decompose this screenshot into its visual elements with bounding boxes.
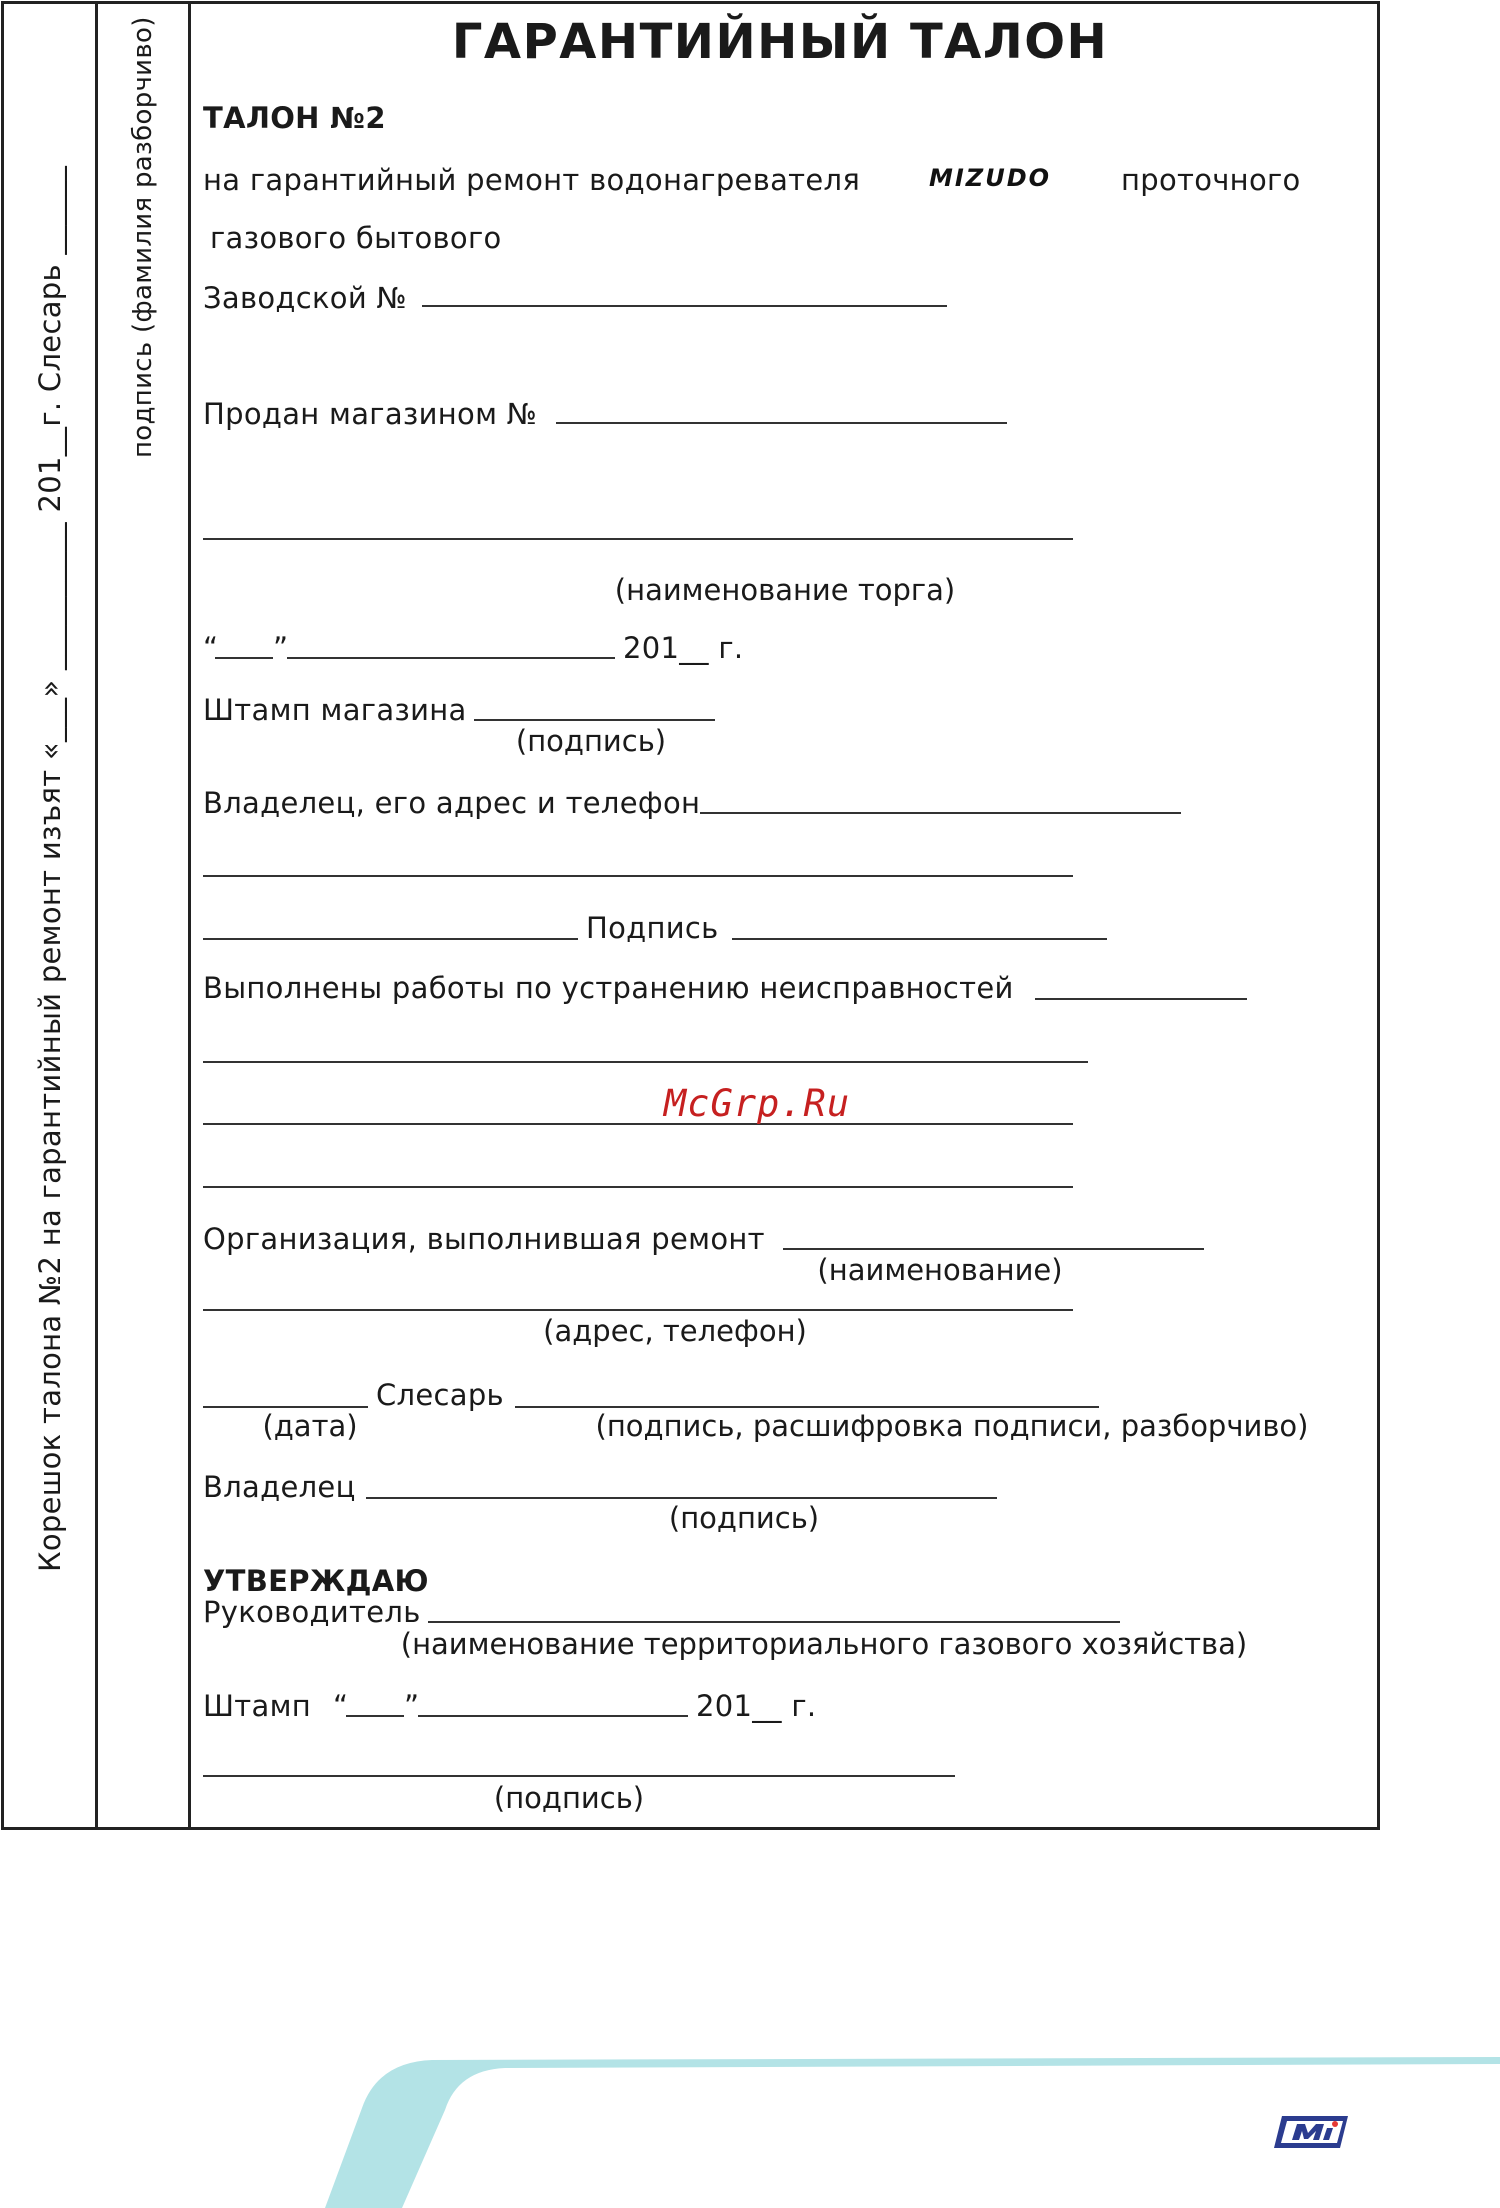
signature-label: Подпись (586, 911, 719, 945)
mechanic-signature-caption: (подпись, расшифровка подписи, разборчиво) (595, 1409, 1309, 1443)
mechanic-label: Слесарь (376, 1378, 504, 1412)
repair-date-field[interactable] (203, 1406, 368, 1408)
purpose-line2: газового бытового (210, 221, 502, 255)
stub-outer-text: Корешок талона №2 на гарантийный ремонт изъят «___» __________ 201__г. Слесарь ______ (33, 165, 67, 1572)
date-quote-close: ” (273, 631, 289, 665)
purpose-prefix: на гарантийный ремонт водонагревателя (203, 163, 861, 197)
works-done-field-4[interactable] (203, 1186, 1073, 1188)
approval-signature-caption: (подпись) (493, 1781, 645, 1815)
date-quote-open: “ (203, 631, 219, 665)
shop-number-field[interactable] (556, 422, 1007, 424)
mechanic-signature-field[interactable] (515, 1406, 1099, 1408)
date-day-field[interactable] (215, 657, 273, 659)
approval-year: 201__ г. (696, 1689, 817, 1723)
approval-quote-close: ” (404, 1689, 420, 1723)
owner-signature-field-2[interactable] (366, 1497, 997, 1499)
owner-signature-field[interactable] (732, 938, 1107, 940)
trade-name-caption: (наименование торга) (614, 573, 956, 607)
repair-org-address-field[interactable] (203, 1309, 1073, 1311)
sold-by-label: Продан магазином № (203, 397, 538, 431)
head-caption: (наименование территориального газового хозяйства) (400, 1627, 1248, 1661)
date-month-field[interactable] (287, 657, 615, 659)
approval-month-field[interactable] (418, 1715, 688, 1717)
head-label: Руководитель (203, 1595, 421, 1629)
date-year: 201__ г. (623, 631, 744, 665)
repair-org-name-caption: (наименование) (817, 1253, 1063, 1287)
repair-date-caption: (дата) (262, 1409, 358, 1443)
stub-inner-text: подпись (фамилия разборчиво) (128, 16, 158, 458)
owner-signature-caption: (подпись) (668, 1501, 820, 1535)
approval-quote-open: “ (333, 1689, 349, 1723)
works-done-field-3[interactable] (203, 1123, 1073, 1125)
stamp-label: Штамп (203, 1689, 312, 1723)
shop-stamp-label: Штамп магазина (203, 693, 467, 727)
shop-stamp-field[interactable] (474, 719, 715, 721)
trade-name-field[interactable] (203, 538, 1073, 540)
shop-signature-caption: (подпись) (515, 724, 667, 758)
approval-day-field[interactable] (346, 1715, 404, 1717)
approval-heading: УТВЕРЖДАЮ (203, 1564, 429, 1598)
owner-contacts-label: Владелец, его адрес и телефон (203, 786, 701, 820)
watermark: McGrp.Ru (663, 1082, 851, 1125)
purpose-suffix: проточного (1121, 163, 1301, 197)
repair-org-label: Организация, выполнившая ремонт (203, 1222, 765, 1256)
approval-signature-field[interactable] (203, 1775, 955, 1777)
head-field[interactable] (428, 1621, 1120, 1623)
repair-org-field[interactable] (783, 1248, 1204, 1250)
works-done-field[interactable] (1035, 998, 1247, 1000)
owner-contacts-field[interactable] (700, 812, 1181, 814)
stub-divider (95, 4, 98, 1827)
serial-label: Заводской № (203, 281, 407, 315)
mizudo-logo (900, 158, 1080, 198)
stub-divider-inner (188, 4, 191, 1827)
works-done-field-2[interactable] (203, 1061, 1088, 1063)
owner-contacts-field-2[interactable] (203, 875, 1073, 877)
repair-org-address-caption: (адрес, телефон) (543, 1314, 807, 1348)
owner-label: Владелец (203, 1470, 356, 1504)
company-logo-icon (1272, 2112, 1352, 2152)
page-title: ГАРАНТИЙНЫЙ ТАЛОН (451, 14, 1109, 70)
owner-contacts-field-3[interactable] (203, 938, 578, 940)
mizudo-logo-text: MIZUDO (928, 164, 1052, 192)
talon-number: ТАЛОН №2 (203, 101, 386, 135)
serial-field[interactable] (422, 305, 947, 307)
works-done-label: Выполнены работы по устранению неисправностей (203, 971, 1014, 1005)
